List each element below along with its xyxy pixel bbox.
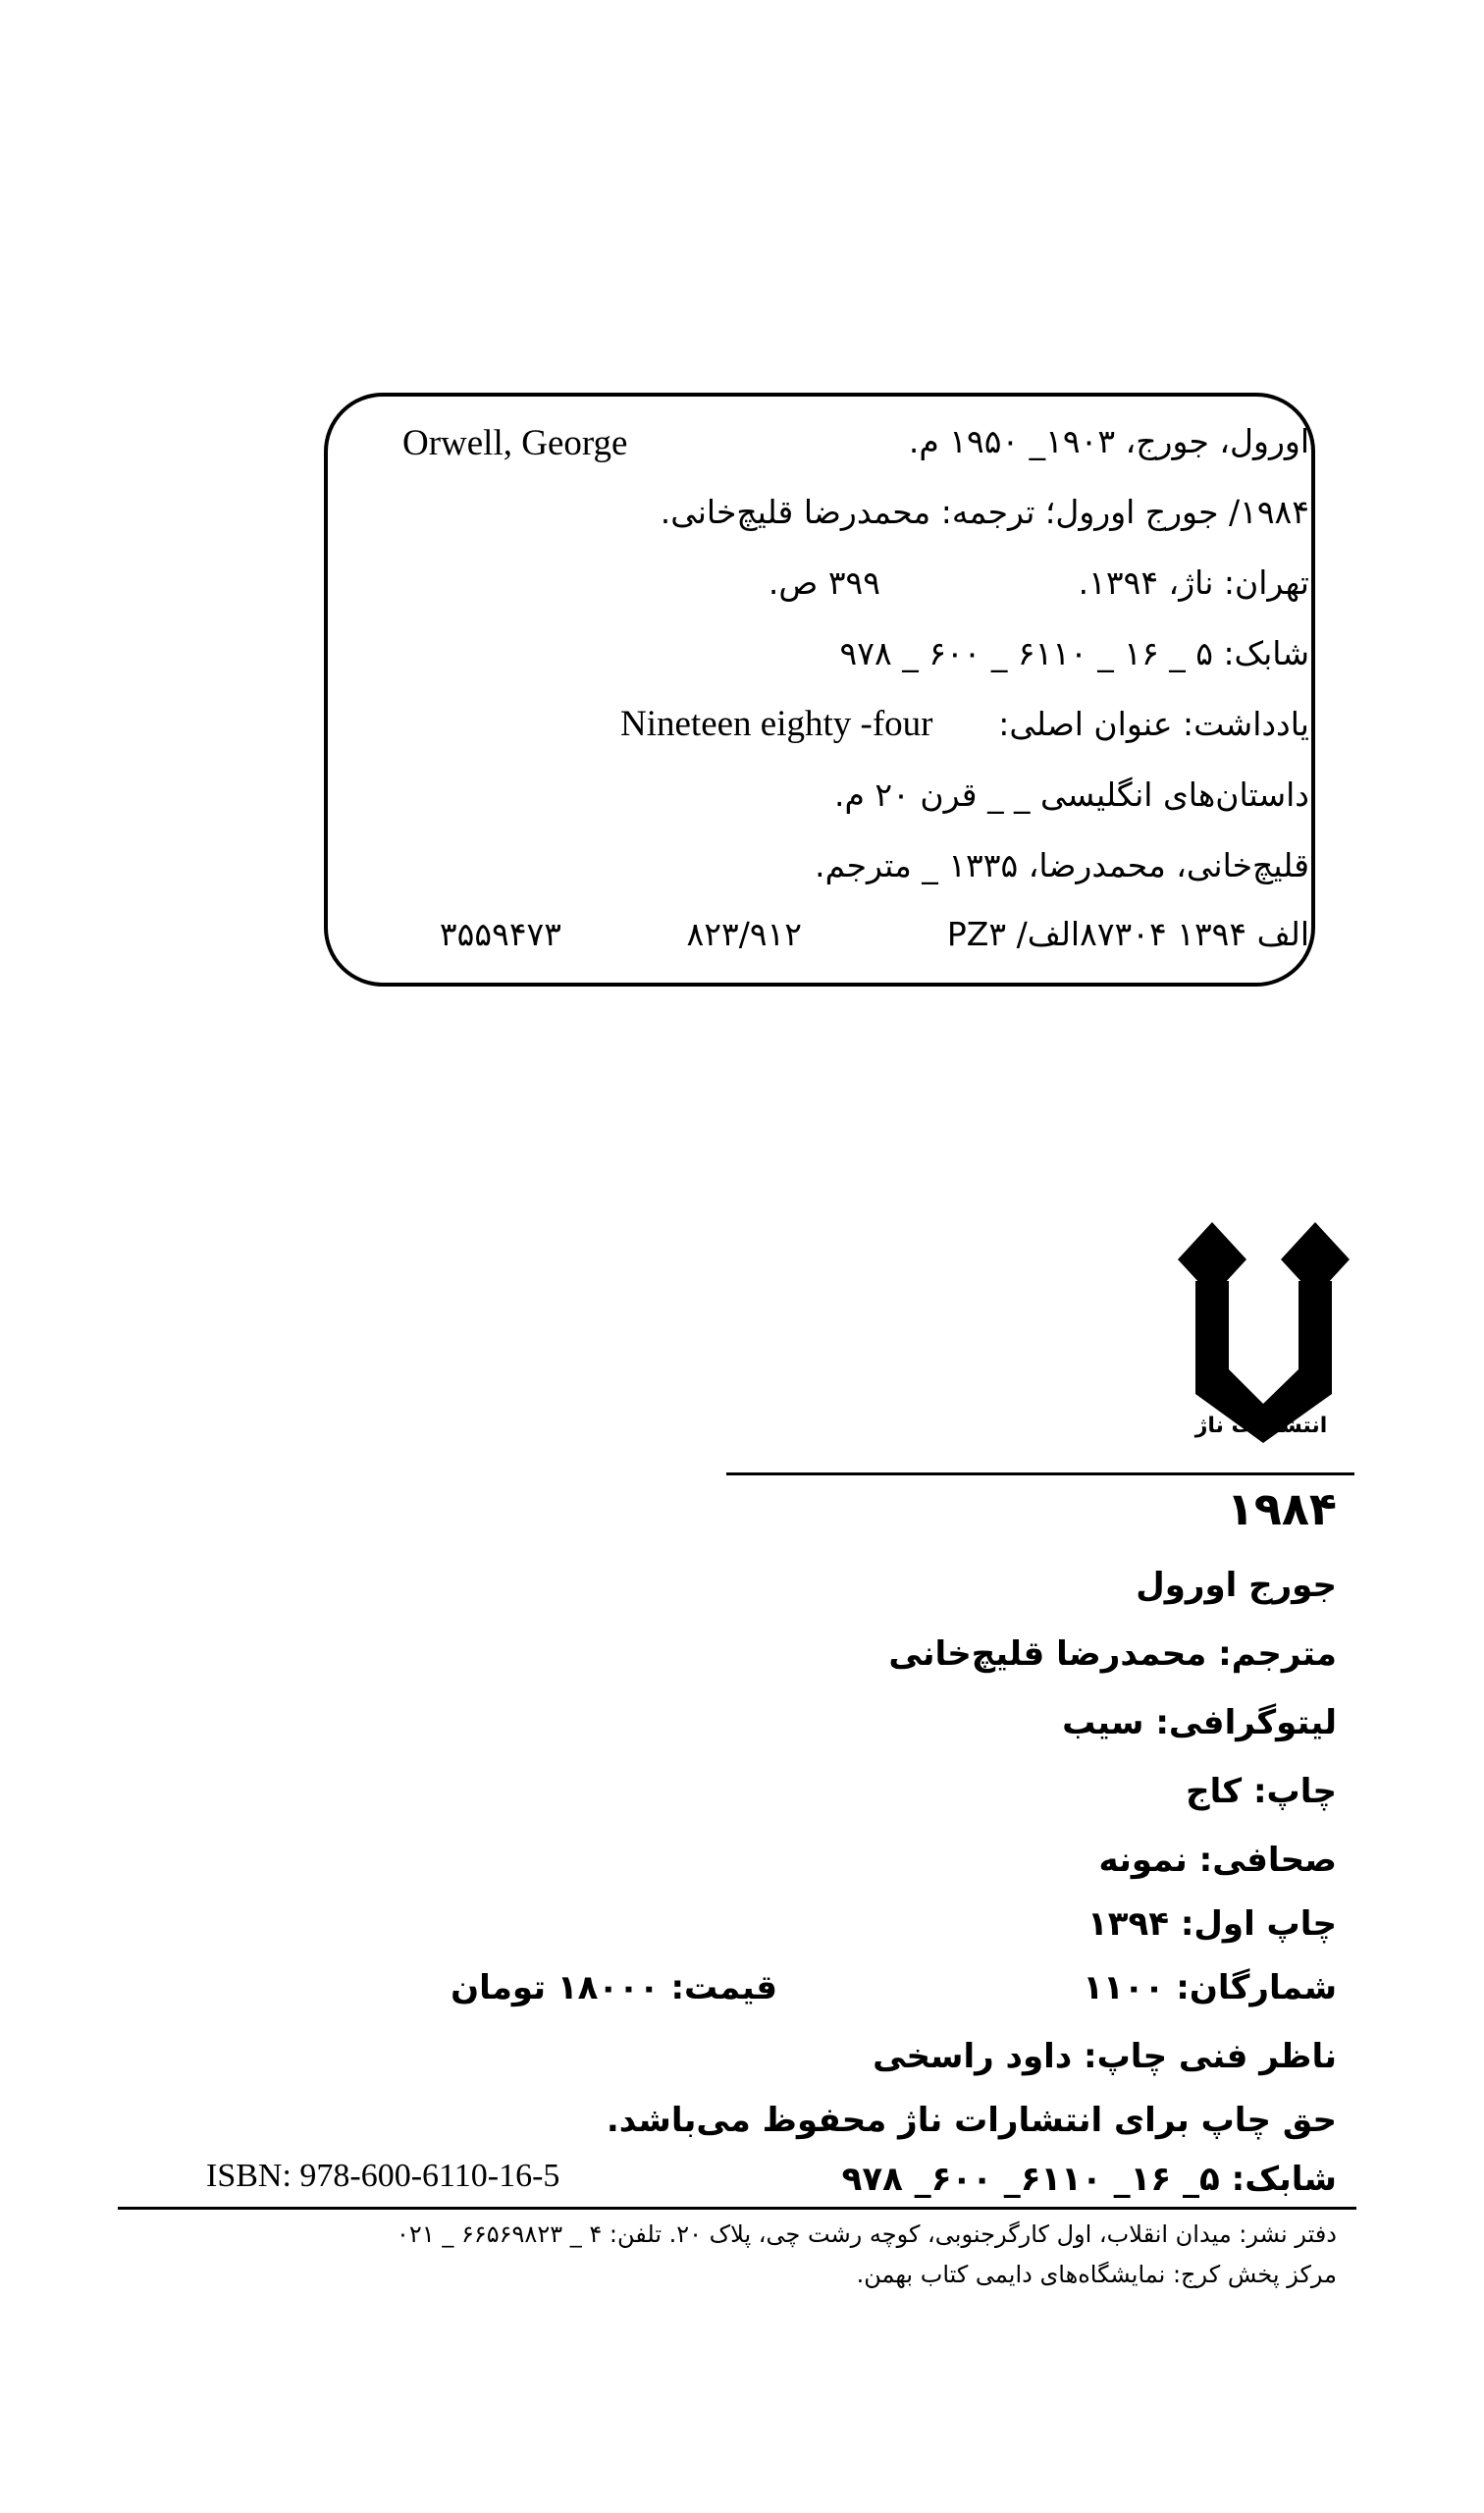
footer-distribution: مرکز پخش کرج: نمایشگاه‌های دایمی کتاب بهمن. <box>856 2261 1337 2288</box>
book-binding: صحافی: نمونه <box>1098 1841 1337 1880</box>
publisher-logo-icon <box>1178 1222 1350 1443</box>
divider-bottom <box>118 2207 1356 2210</box>
cip-note-en: Nineteen eighty -four <box>620 704 933 744</box>
book-printing: چاپ: کاج <box>1186 1772 1337 1811</box>
book-isbn-en: ISBN: 978-600-6110-16-5 <box>206 2158 560 2194</box>
cip-translator: قلیچ‌خانی، محمدرضا، ۱۳۳۵ _ مترجم. <box>815 846 1309 884</box>
cip-title-line: ۱۹۸۴/ جورج اورول؛ ترجمه: محمدرضا قلیچ‌خانی. <box>660 493 1309 531</box>
book-rights: حق چاپ برای انتشارات ناژ محفوظ می‌باشد. <box>606 2101 1337 2140</box>
book-circulation: شمارگان: ۱۱۰۰ <box>1083 1968 1337 2007</box>
cip-author-fa: اورول، جورج، ۱۹۰۳_ ۱۹۵۰ م. <box>908 422 1309 460</box>
cip-isbn: شابک: ۵ _ ۱۶ _ ۶۱۱۰ _ ۶۰۰ _ ۹۷۸ <box>839 634 1309 672</box>
book-price: قیمت: ۱۸۰۰۰ تومان <box>450 1968 777 2007</box>
publisher-logo-text: انتشارات ناژ <box>1194 1414 1328 1438</box>
book-title: ۱۹۸۴ <box>1226 1482 1337 1535</box>
divider-top <box>726 1472 1354 1475</box>
cip-publisher: تهران: ناژ، ۱۳۹۴. <box>1078 563 1309 602</box>
cip-pages: ۳۹۹ ص. <box>768 563 880 602</box>
footer-office: دفتر نشر: میدان انقلاب، اول کارگرجنوبی، کوچه رشت چی، پلاک ۲۰. تلفن: ۴ _ ۶۶۵۶۹۸۲۳ _ ۰۲۱ <box>397 2220 1337 2248</box>
book-supervisor: ناظر فنی چاپ: داود راسخی <box>873 2037 1337 2076</box>
cip-author-en: Orwell, George <box>402 423 628 463</box>
cip-class-lc: الف ۱۳۹۴ ۸۷۳۰۴الف/ PZ۳ <box>946 915 1309 953</box>
book-author: جورج اورول <box>1136 1566 1337 1605</box>
cip-box <box>324 393 1315 987</box>
cip-class-no: ۳۵۵۹۴۷۳ <box>439 915 561 953</box>
book-lithography: لیتوگرافی: سیب <box>1062 1703 1337 1742</box>
cip-class-dd: ۸۲۳/۹۱۲ <box>686 915 802 953</box>
book-translator: مترجم: محمدرضا قلیچ‌خانی <box>888 1634 1337 1674</box>
cip-subject: داستان‌های انگلیسی _ _ قرن ۲۰ م. <box>834 775 1309 814</box>
cip-note-fa: یادداشت: عنوان اصلی: <box>998 705 1309 743</box>
book-first-edition: چاپ اول: ۱۳۹۴ <box>1086 1904 1337 1944</box>
book-isbn-fa: شابک: ۵_ ۱۶_ ۶۱۱۰_ ۶۰۰_ ۹۷۸ <box>841 2160 1337 2199</box>
